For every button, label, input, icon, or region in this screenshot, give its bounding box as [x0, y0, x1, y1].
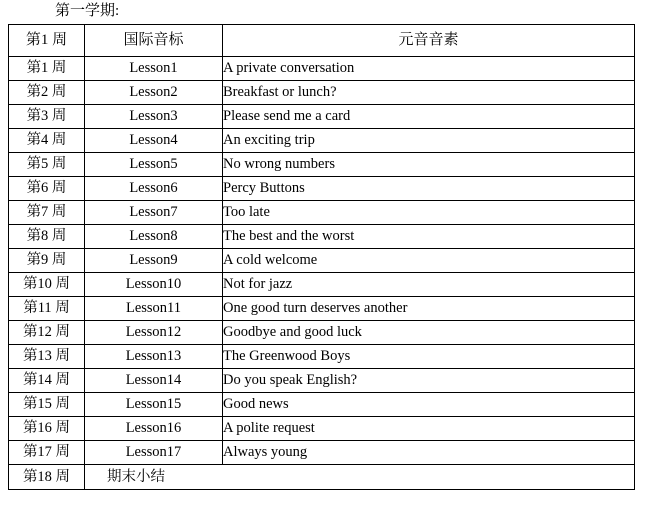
table-row: [9, 297, 635, 321]
table-row: [9, 273, 635, 297]
title-cell: Not for jazz: [223, 273, 635, 297]
title-cell: A polite request: [223, 417, 635, 441]
table-row: [9, 225, 635, 249]
header-phonetics: 国际音标: [85, 25, 223, 57]
title-cell: A private conversation: [223, 57, 635, 81]
lesson-cell: Lesson14: [85, 369, 223, 393]
week-cell: 第15 周: [9, 393, 85, 417]
final-week-cell: 第18 周: [9, 465, 85, 490]
section-heading: 第一学期:: [55, 3, 120, 19]
week-cell: 第12 周: [9, 321, 85, 345]
week-cell: 第8 周: [9, 225, 85, 249]
title-cell: Goodbye and good luck: [223, 321, 635, 345]
title-cell: Good news: [223, 393, 635, 417]
table-header-row: [9, 25, 635, 57]
lesson-cell: Lesson13: [85, 345, 223, 369]
title-cell: Too late: [223, 201, 635, 225]
lesson-schedule-table: [8, 24, 635, 490]
header-vowels: 元音音素: [223, 25, 635, 57]
final-note-cell: 期末小结: [85, 465, 635, 490]
week-cell: 第14 周: [9, 369, 85, 393]
lesson-cell: Lesson5: [85, 153, 223, 177]
table-row: [9, 441, 635, 465]
week-cell: 第6 周: [9, 177, 85, 201]
lesson-cell: Lesson11: [85, 297, 223, 321]
lesson-cell: Lesson8: [85, 225, 223, 249]
lesson-cell: Lesson15: [85, 393, 223, 417]
lesson-cell: Lesson1: [85, 57, 223, 81]
lesson-cell: Lesson12: [85, 321, 223, 345]
table-row: [9, 105, 635, 129]
table-row: [9, 177, 635, 201]
lesson-cell: Lesson3: [85, 105, 223, 129]
table-row: [9, 81, 635, 105]
table-row: [9, 153, 635, 177]
title-cell: Do you speak English?: [223, 369, 635, 393]
week-cell: 第13 周: [9, 345, 85, 369]
table-body: [9, 57, 635, 490]
table-row: [9, 201, 635, 225]
title-cell: Always young: [223, 441, 635, 465]
lesson-cell: Lesson16: [85, 417, 223, 441]
title-cell: No wrong numbers: [223, 153, 635, 177]
title-cell: An exciting trip: [223, 129, 635, 153]
table-row: [9, 249, 635, 273]
lesson-cell: Lesson4: [85, 129, 223, 153]
week-cell: 第7 周: [9, 201, 85, 225]
week-cell: 第16 周: [9, 417, 85, 441]
week-cell: 第10 周: [9, 273, 85, 297]
title-cell: One good turn deserves another: [223, 297, 635, 321]
table-row: [9, 129, 635, 153]
lesson-cell: Lesson9: [85, 249, 223, 273]
lesson-cell: Lesson6: [85, 177, 223, 201]
table-row: [9, 417, 635, 441]
table-row: [9, 369, 635, 393]
week-cell: 第4 周: [9, 129, 85, 153]
title-cell: The Greenwood Boys: [223, 345, 635, 369]
lesson-cell: Lesson17: [85, 441, 223, 465]
title-cell: A cold welcome: [223, 249, 635, 273]
header-week: 第1 周: [9, 25, 85, 57]
title-cell: Percy Buttons: [223, 177, 635, 201]
table-row: [9, 57, 635, 81]
table-row: [9, 345, 635, 369]
week-cell: 第3 周: [9, 105, 85, 129]
week-cell: 第17 周: [9, 441, 85, 465]
final-row: [9, 465, 635, 490]
week-cell: 第2 周: [9, 81, 85, 105]
lesson-cell: Lesson10: [85, 273, 223, 297]
title-cell: Please send me a card: [223, 105, 635, 129]
lesson-cell: Lesson2: [85, 81, 223, 105]
title-cell: Breakfast or lunch?: [223, 81, 635, 105]
title-cell: The best and the worst: [223, 225, 635, 249]
table-row: [9, 393, 635, 417]
week-cell: 第9 周: [9, 249, 85, 273]
week-cell: 第11 周: [9, 297, 85, 321]
table-row: [9, 321, 635, 345]
lesson-cell: Lesson7: [85, 201, 223, 225]
week-cell: 第1 周: [9, 57, 85, 81]
week-cell: 第5 周: [9, 153, 85, 177]
